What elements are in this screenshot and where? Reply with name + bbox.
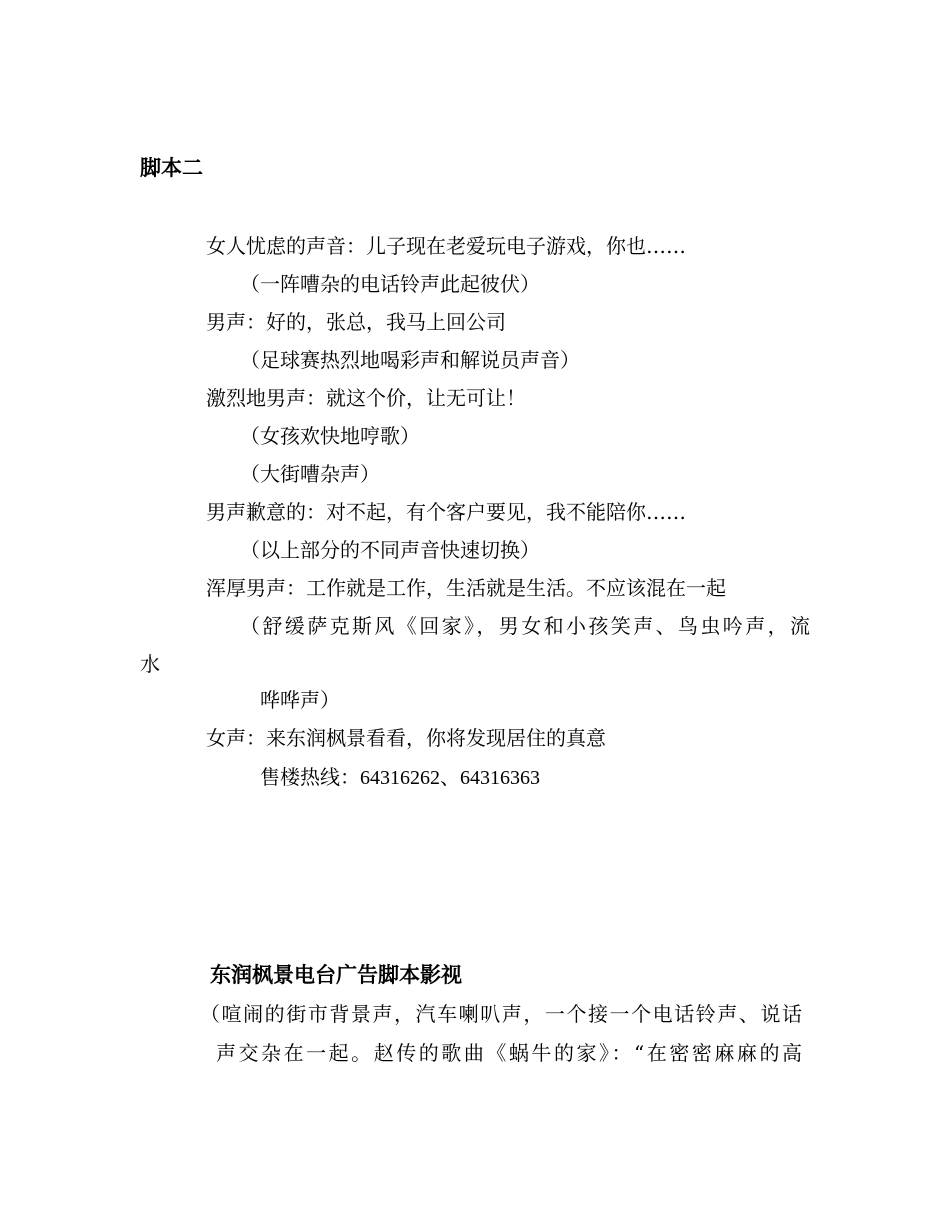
script-line: 浑厚男声：工作就是工作，生活就是生活。不应该混在一起 bbox=[206, 576, 726, 600]
script3-title: 东润枫景电台广告脚本影视 bbox=[210, 963, 462, 987]
hotline-label: 售楼热线： bbox=[260, 765, 360, 789]
script-line: 女声：来东润枫景看看，你将发现居住的真意 bbox=[206, 726, 606, 750]
hotline-numbers: 64316262、64316363 bbox=[360, 767, 540, 789]
script-line: （足球赛热烈地喝彩声和解说员声音） bbox=[240, 348, 580, 372]
script-line: 哗哗声） bbox=[260, 688, 340, 712]
script-line: 女人忧虑的声音：儿子现在老爱玩电子游戏，你也…… bbox=[206, 234, 686, 258]
script2-title: 脚本二 bbox=[140, 156, 203, 180]
script-line: 男声歉意的：对不起，有个客户要见，我不能陪你…… bbox=[206, 500, 686, 524]
script-line: （舒缓萨克斯风《回家》，男女和小孩笑声、鸟虫吟声，流 bbox=[240, 614, 810, 638]
script-line: 水 bbox=[140, 652, 160, 676]
script-line: 男声：好的，张总，我马上回公司 bbox=[206, 310, 506, 334]
script-line: 声交杂在一起。赵传的歌曲《蜗牛的家》：“在密密麻麻的高 bbox=[216, 1041, 802, 1065]
script-line: （以上部分的不同声音快速切换） bbox=[240, 538, 540, 562]
script-line: （女孩欢快地哼歌） bbox=[240, 424, 420, 448]
script-line: （喧闹的街市背景声，汽车喇叭声，一个接一个电话铃声、说话 bbox=[200, 1002, 802, 1026]
hotline bbox=[260, 765, 540, 790]
script-line: （大街嘈杂声） bbox=[240, 462, 380, 486]
script-line: 激烈地男声：就这个价，让无可让！ bbox=[206, 386, 526, 410]
script-line: （一阵嘈杂的电话铃声此起彼伏） bbox=[240, 272, 540, 296]
